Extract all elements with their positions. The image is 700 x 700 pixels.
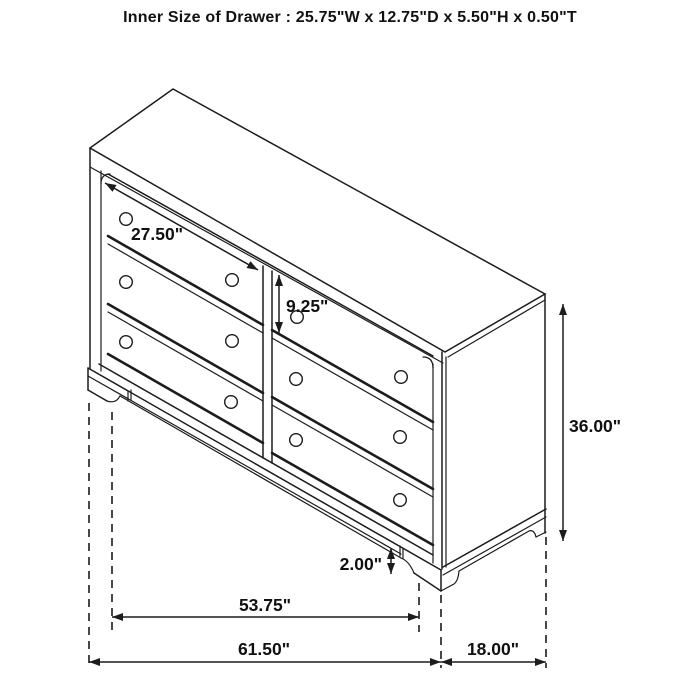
dim-label-foot-span: 53.75" <box>238 595 292 615</box>
knob-icon <box>225 396 238 409</box>
center-divider <box>263 266 272 463</box>
dim-label-drawer-height: 9.25" <box>286 296 329 316</box>
dim-label-drawer-width: 27.50" <box>130 224 184 244</box>
right-stile <box>423 352 442 569</box>
knob-icon <box>395 371 408 384</box>
extension-lines <box>89 403 546 668</box>
dimension-labels <box>131 224 621 659</box>
knob-icon <box>120 336 133 349</box>
left-stile <box>90 148 110 371</box>
dimension-lines <box>89 183 563 662</box>
knob-icon <box>394 494 407 507</box>
knob-icon <box>290 373 303 386</box>
knob-icon <box>290 434 303 447</box>
dim-label-overall-width: 61.50" <box>237 639 291 659</box>
side-panel <box>441 294 546 591</box>
dim-label-overall-depth: 18.00" <box>466 639 520 659</box>
dim-label-overall-height: 36.00" <box>569 416 622 436</box>
base-plinth <box>88 368 441 591</box>
diagram-title: Inner Size of Drawer : 25.75"W x 12.75"D x 5.50"H x 0.50"T <box>123 9 577 26</box>
knob-icon <box>226 274 239 287</box>
knob-icon <box>226 335 239 348</box>
knob-icon <box>394 431 407 444</box>
knob-icon <box>120 276 133 289</box>
dim-label-base-height: 2.00" <box>339 554 382 574</box>
